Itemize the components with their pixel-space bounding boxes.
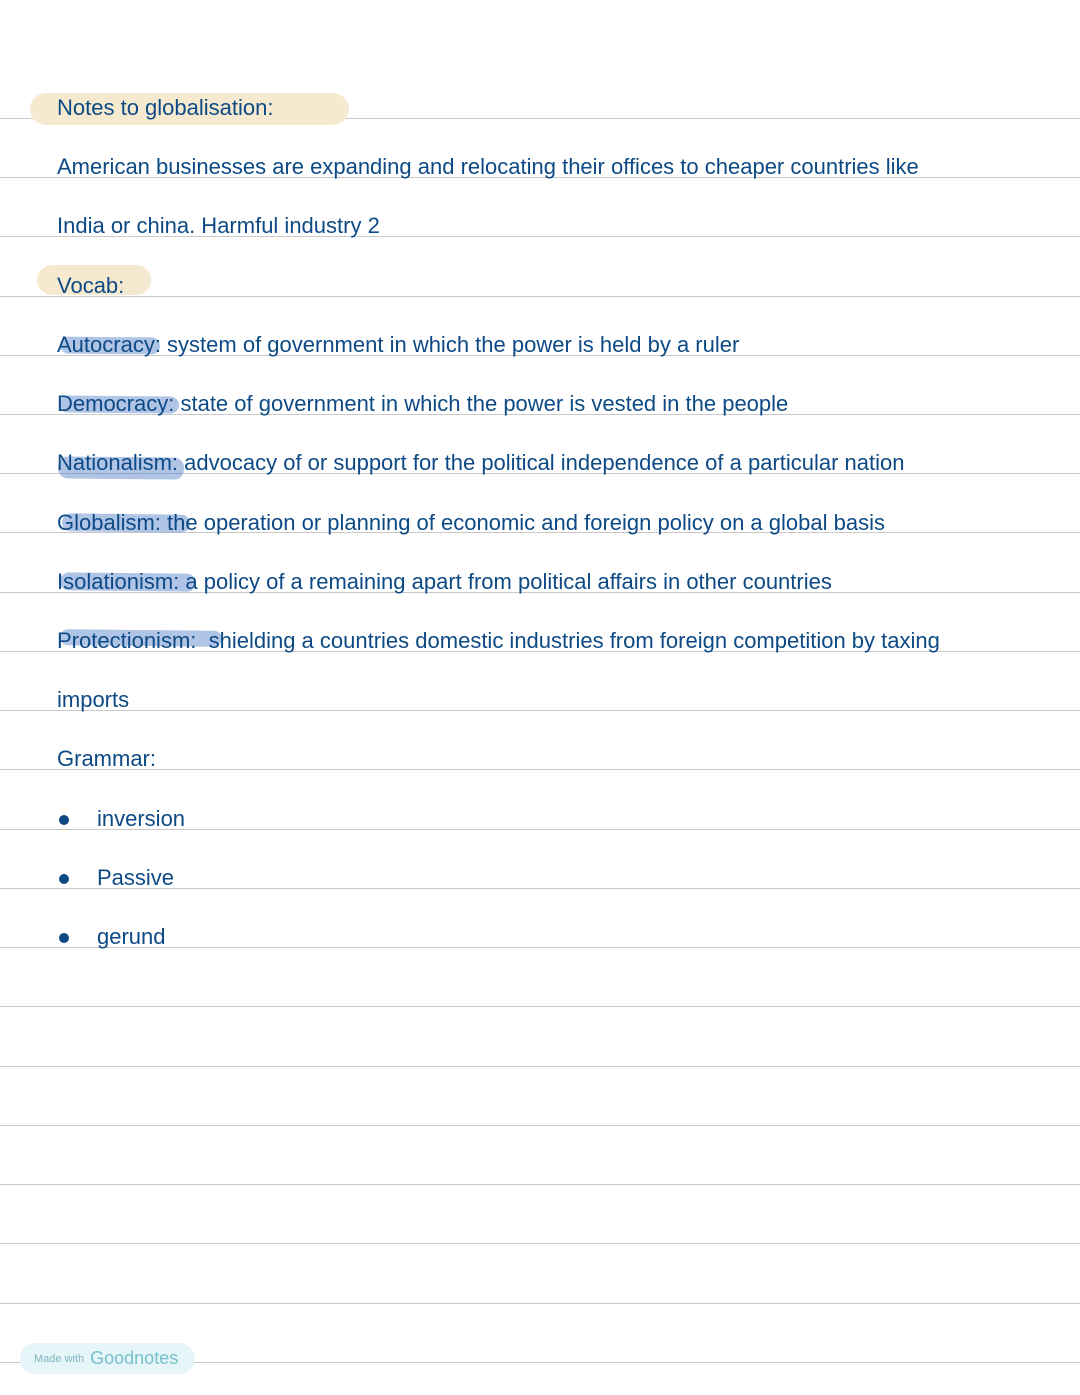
vocab-entry-continuation: imports: [57, 687, 130, 712]
ruled-line: [0, 1006, 1080, 1007]
grammar-heading: Grammar:: [57, 746, 156, 771]
intro-line: American businesses are expanding and relocating their offices to cheaper countries like: [57, 154, 919, 179]
vocab-heading: Vocab:: [57, 273, 125, 298]
vocab-entry-globalism: Globalism: the operation or planning of economic and foreign policy on a global basis: [57, 510, 885, 535]
ruled-line: [0, 296, 1080, 297]
ruled-line: [0, 1303, 1080, 1304]
bullet-icon: [59, 933, 69, 943]
intro-line: India or china. Harmful industry 2: [57, 213, 380, 238]
vocab-entry-autocracy: Autocracy: system of government in which the power is held by a ruler: [57, 332, 740, 357]
vocab-entry-nationalism: Nationalism: advocacy of or support for the political independence of a particular nation: [57, 450, 905, 475]
ruled-line: [0, 1243, 1080, 1244]
page-title: Notes to globalisation:: [57, 95, 274, 120]
ruled-line: [0, 1184, 1080, 1185]
grammar-item: gerund: [97, 924, 166, 949]
ruled-line: [0, 710, 1080, 711]
vocab-entry-democracy: Democracy: state of government in which the power is vested in the people: [57, 391, 789, 416]
bullet-icon: [59, 874, 69, 884]
ruled-line: [0, 769, 1080, 770]
ruled-line: [0, 1125, 1080, 1126]
watermark-prefix: Made with: [34, 1352, 85, 1365]
ruled-line: [0, 1066, 1080, 1067]
vocab-entry-isolationism: Isolationism: a policy of a remaining apart from political affairs in other countries: [57, 569, 832, 594]
bullet-icon: [59, 815, 69, 825]
grammar-item: inversion: [97, 806, 186, 831]
vocab-entry-protectionism: Protectionism: shielding a countries domestic industries from foreign competition by taxing: [57, 628, 940, 653]
goodnotes-logo-text: Goodnotes: [90, 1348, 179, 1368]
made-with-goodnotes-badge[interactable]: [20, 1343, 195, 1374]
grammar-item: Passive: [97, 865, 175, 890]
